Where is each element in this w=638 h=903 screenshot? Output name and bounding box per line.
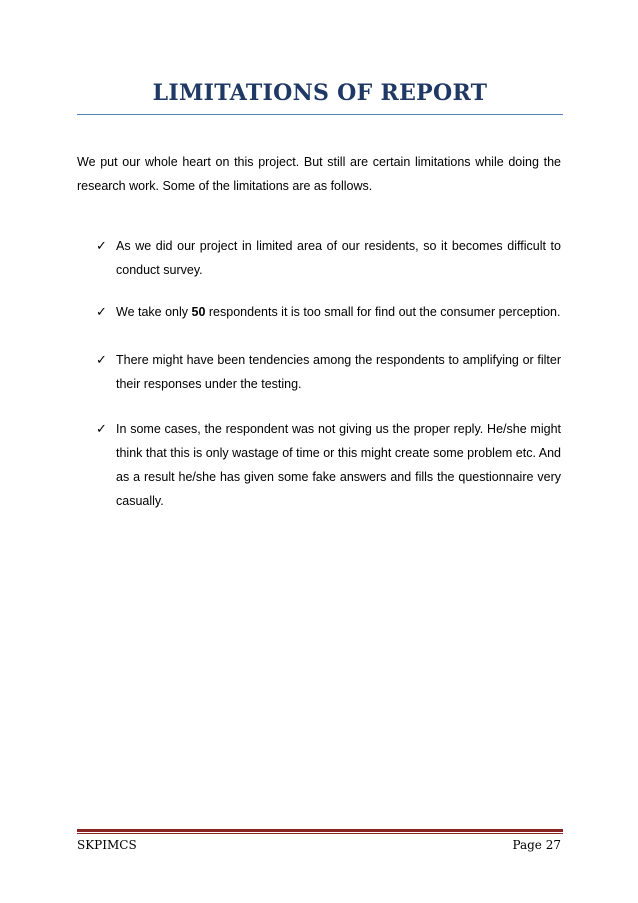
limitations-list [96, 234, 561, 513]
page-number: Page 27 [512, 838, 561, 852]
list-item [96, 417, 561, 513]
check-icon: ✓ [96, 421, 107, 436]
respondent-count: 50 [191, 305, 206, 319]
footer-divider-thin [77, 833, 563, 834]
page-title: LIMITATIONS OF REPORT [152, 80, 488, 106]
list-item [96, 300, 561, 324]
list-item [96, 234, 561, 282]
intro-paragraph: We put our whole heart on this project. But still are certain limitations while doing the research work. Some of the limitations are as follows. [77, 155, 561, 193]
list-item-text: There might have been tendencies among the respondents to amplifying or filter their responses under the testing. [116, 353, 561, 391]
list-item-text-after: respondents it is too small for find out the consumer perception. [205, 305, 561, 319]
check-icon: ✓ [96, 352, 107, 367]
check-icon: ✓ [96, 238, 107, 253]
footer-institution: SKPIMCS [77, 838, 137, 852]
title-divider [77, 114, 563, 115]
check-icon: ✓ [96, 304, 107, 319]
list-item-text: In some cases, the respondent was not giving us the proper reply. He/she might think that this is only wastage of time or this might create some problem etc. And as a result he/she has given some fake answers and fills the questionnaire very casually. [116, 422, 561, 508]
list-item [96, 348, 561, 396]
list-item-text-before: We take only [116, 305, 192, 319]
footer-divider-thick [77, 829, 563, 832]
list-item-text: As we did our project in limited area of our residents, so it becomes difficult to conduct survey. [116, 239, 561, 277]
